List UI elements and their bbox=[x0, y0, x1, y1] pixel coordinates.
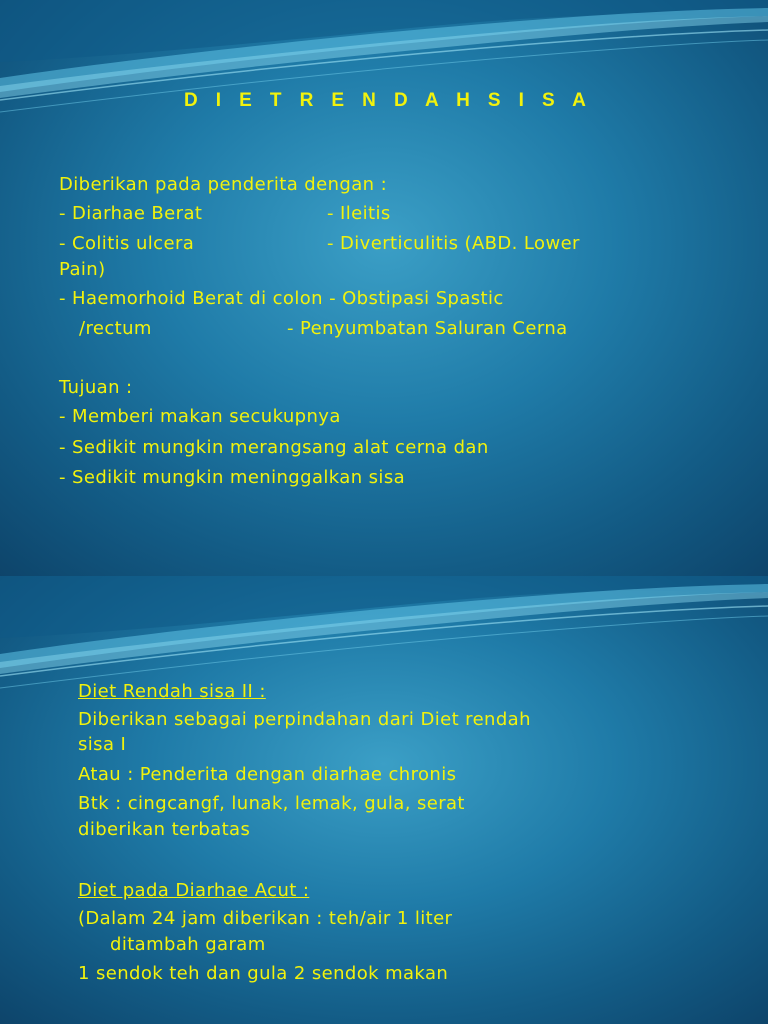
body-line: 1 sendok teh dan gula 2 sendok makan bbox=[78, 963, 449, 984]
body-line: Atau : Penderita dengan diarhae chronis bbox=[78, 764, 457, 785]
condition-left: - Diarhae Berat bbox=[59, 203, 203, 224]
section-heading: Diet Rendah sisa II : bbox=[78, 681, 266, 702]
body-line: sisa I bbox=[78, 734, 127, 755]
body-line: Btk : cingcangf, lunak, lemak, gula, serat bbox=[78, 793, 465, 814]
condition-right: - Diverticulitis (ABD. Lower bbox=[327, 233, 580, 254]
condition-right: - Penyumbatan Saluran Cerna bbox=[287, 318, 568, 339]
condition-left: /rectum bbox=[79, 318, 152, 339]
intro-text: Diberikan pada penderita dengan : bbox=[59, 174, 388, 195]
condition-right: - Ileitis bbox=[327, 203, 391, 224]
tujuan-heading: Tujuan : bbox=[59, 377, 133, 398]
slide-2 bbox=[0, 576, 768, 1024]
tujuan-item: - Sedikit mungkin meninggalkan sisa bbox=[59, 467, 406, 488]
section-heading: Diet pada Diarhae Acut : bbox=[78, 880, 310, 901]
slide-title: D I E T R E N D A H S I S A bbox=[184, 90, 593, 111]
body-line: ditambah garam bbox=[110, 934, 266, 955]
condition-left: - Colitis ulcera bbox=[59, 233, 195, 254]
body-line: Diberikan sebagai perpindahan dari Diet rendah bbox=[78, 709, 531, 730]
tujuan-item: - Memberi makan secukupnya bbox=[59, 406, 341, 427]
condition-continuation: Pain) bbox=[59, 259, 106, 280]
tujuan-item: - Sedikit mungkin merangsang alat cerna dan bbox=[59, 437, 489, 458]
condition-line: - Haemorhoid Berat di colon - Obstipasi Spastic bbox=[59, 288, 504, 309]
body-line: (Dalam 24 jam diberikan : teh/air 1 liter bbox=[78, 908, 453, 929]
body-line: diberikan terbatas bbox=[78, 819, 251, 840]
